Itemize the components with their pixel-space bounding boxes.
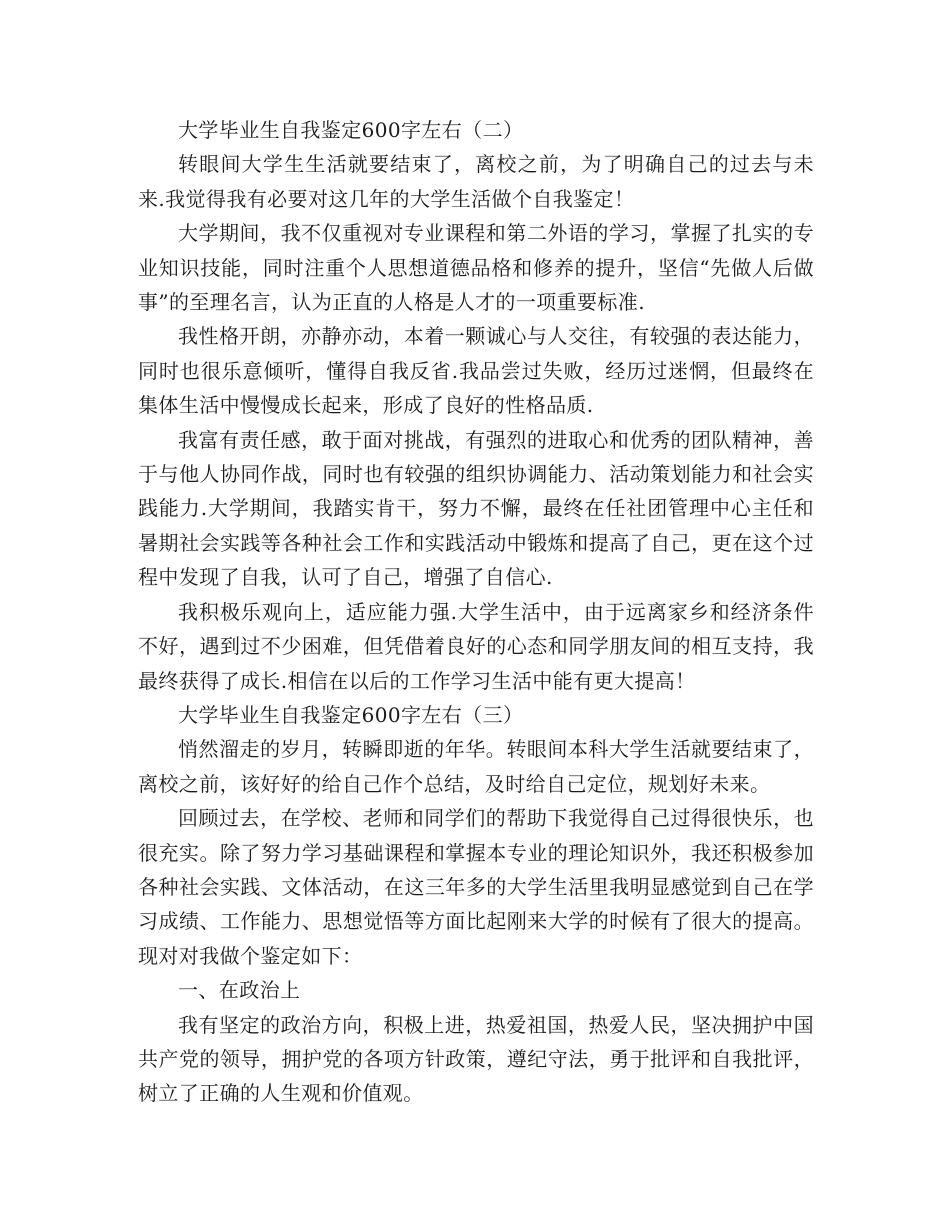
paragraph: 转眼间大学生生活就要结束了，离校之前，为了明确自己的过去与未来.我觉得我有必要对这几年的大学生活做个自我鉴定！ xyxy=(138,152,814,211)
section-heading: 大学毕业生自我鉴定600字左右（三） xyxy=(178,702,524,727)
paragraph: 悄然溜走的岁月，转瞬即逝的年华。转眼间本科大学生活就要结束了，离校之前，该好好的给自己作个总结，及时给自己定位，规划好未来。 xyxy=(138,737,814,796)
section-heading: 大学毕业生自我鉴定600字左右（二） xyxy=(178,118,524,142)
paragraph: 我富有责任感，敢于面对挑战，有强烈的进取心和优秀的团队精神，善于与他人协同作战，同时也有较强的组织协调能力、活动策划能力和社会实践能力.大学期间，我踏实肯干，努力不懈，最终在任社团管理中心主任和暑期社会实践等各种社会工作和实践活动中锻炼和提高了自己，更在这个过程中发现了自我，认可了自己，增强了自信心. xyxy=(138,427,814,590)
paragraph: 我积极乐观向上，适应能力强.大学生活中，由于远离家乡和经济条件不好，遇到过不少困难，但凭借着良好的心态和同学朋友间的相互支持，我最终获得了成长.相信在以后的工作学习生活中能有更大提高！ xyxy=(138,599,814,693)
subsection-heading: 一、在政治上 xyxy=(178,978,301,1003)
paragraph: 我有坚定的政治方向，积极上进，热爱祖国，热爱人民，坚决拥护中国共产党的领导，拥护党的各项方针政策，遵纪守法，勇于批评和自我批评，树立了正确的人生观和价值观。 xyxy=(138,1012,814,1106)
paragraph: 大学期间，我不仅重视对专业课程和第二外语的学习，掌握了扎实的专业知识技能，同时注重个人思想道德品格和修养的提升，坚信“先做人后做事”的至理名言，认为正直的人格是人才的一项重要标准. xyxy=(138,221,814,315)
document-body xyxy=(138,113,814,1111)
paragraph: 我性格开朗，亦静亦动，本着一颗诚心与人交往，有较强的表达能力，同时也很乐意倾听，懂得自我反省.我品尝过失败，经历过迷惘，但最终在集体生活中慢慢成长起来，形成了良好的性格品质. xyxy=(138,324,814,418)
paragraph: 回顾过去，在学校、老师和同学们的帮助下我觉得自己过得很快乐，也很充实。除了努力学习基础课程和掌握本专业的理论知识外，我还积极参加各种社会实践、文体活动，在这三年多的大学生活里我明显感觉到自己在学习成绩、工作能力、思想觉悟等方面比起刚来大学的时候有了很大的提高。现对对我做个鉴定如下： xyxy=(138,806,814,968)
